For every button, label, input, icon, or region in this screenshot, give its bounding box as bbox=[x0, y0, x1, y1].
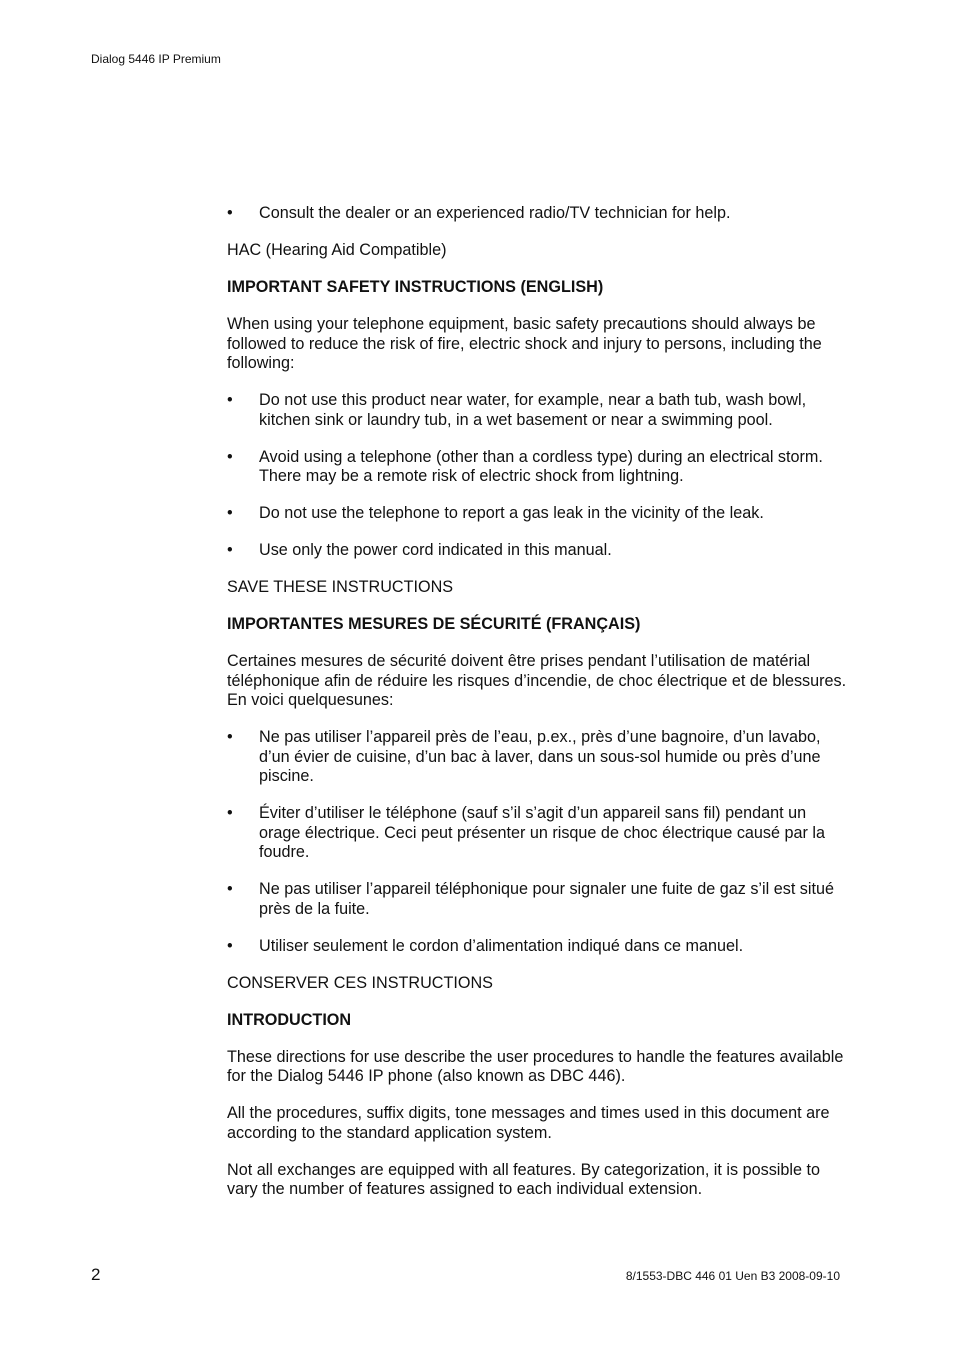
english-bullet-3 bbox=[227, 504, 849, 524]
bullet-text: Avoid using a telephone (other than a cordless type) during an electrical storm. There may be a remote risk of electric shock from lightning. bbox=[259, 447, 823, 485]
english-safety-heading: IMPORTANT SAFETY INSTRUCTIONS (ENGLISH) bbox=[227, 278, 604, 296]
english-bullet-2 bbox=[227, 448, 849, 487]
bullet-text: Do not use the telephone to report a gas leak in the vicinity of the leak. bbox=[259, 504, 764, 522]
bullet-mark: • bbox=[227, 804, 233, 822]
introduction-paragraph-2: All the procedures, suffix digits, tone messages and times used in this document are according to the standard application system. bbox=[227, 1104, 830, 1142]
english-bullet-4 bbox=[227, 541, 849, 561]
bullet-mark: • bbox=[227, 936, 233, 955]
page-number: 2 bbox=[91, 1265, 101, 1284]
introduction-heading: INTRODUCTION bbox=[227, 1010, 352, 1029]
hac-note: HAC (Hearing Aid Compatible) bbox=[227, 241, 447, 259]
bullet-text: Ne pas utiliser l’appareil téléphonique pour signaler une fuite de gaz s’il est situé près de la fuite. bbox=[259, 880, 835, 918]
bullet-text: Do not use this product near water, for example, near a bath tub, wash bowl, kitchen sink or laundry tub, in a wet basement or near a swimming pool. bbox=[259, 391, 807, 429]
bullet-text: Use only the power cord indicated in this manual. bbox=[259, 541, 612, 559]
bullet-mark: • bbox=[227, 504, 233, 522]
bullet-mark: • bbox=[227, 541, 233, 559]
bullet-mark: • bbox=[227, 728, 233, 746]
english-bullet-1 bbox=[227, 391, 849, 430]
bullet-text: Consult the dealer or an experienced radio/TV technician for help. bbox=[259, 204, 731, 222]
bullet-text: Éviter d’utiliser le téléphone (sauf s’il s’agit d’un appareil sans fil) pendant un orage électrique. Ceci peut présenter un risque de choc électrique causé par la foudre. bbox=[259, 804, 826, 861]
french-safety-heading: IMPORTANTES MESURES DE SÉCURITÉ (FRANÇAIS) bbox=[227, 615, 641, 633]
french-safety-intro: Certaines mesures de sécurité doivent être prises pendant l’utilisation de matérial téléphonique afin de réduire les risques d’incendie, de choc électrique et de blessures. En voici quelquesunes: bbox=[227, 652, 847, 709]
french-bullet-2 bbox=[227, 804, 849, 863]
bullet-mark: • bbox=[227, 204, 233, 222]
french-bullet-3 bbox=[227, 880, 849, 919]
document-reference: 8/1553-DBC 446 01 Uen B3 2008-09-10 bbox=[625, 1269, 840, 1283]
bullet-mark: • bbox=[227, 391, 233, 409]
bullet-mark: • bbox=[227, 447, 233, 466]
document-body bbox=[227, 204, 849, 1217]
running-header: Dialog 5446 IP Premium bbox=[91, 52, 221, 66]
introduction-paragraph-3: Not all exchanges are equipped with all features. By categorization, it is possible to vary the number of features assigned to each individual extension. bbox=[227, 1160, 820, 1198]
french-bullet-4 bbox=[227, 937, 849, 957]
bullet-mark: • bbox=[227, 880, 233, 898]
english-save-instructions: SAVE THESE INSTRUCTIONS bbox=[227, 578, 454, 596]
bullet-text: Ne pas utiliser l’appareil près de l’eau, p.ex., près d’une bagnoire, d’un lavabo, d’un évier de cuisine, d’un bac à laver, dans un sous-sol humide ou près d’une piscine. bbox=[259, 728, 821, 785]
english-safety-intro: When using your telephone equipment, basic safety precautions should always be followed to reduce the risk of fire, electric shock and injury to persons, including the following: bbox=[227, 315, 822, 372]
bullet-item-consult-dealer bbox=[227, 204, 849, 224]
bullet-text: Utiliser seulement le cordon d’alimentation indiqué dans ce manuel. bbox=[259, 936, 744, 955]
french-bullet-1 bbox=[227, 728, 849, 787]
french-save-instructions: CONSERVER CES INSTRUCTIONS bbox=[227, 973, 493, 992]
introduction-paragraph-1: These directions for use describe the user procedures to handle the features available for the Dialog 5446 IP phone (also known as DBC 446). bbox=[227, 1047, 844, 1085]
